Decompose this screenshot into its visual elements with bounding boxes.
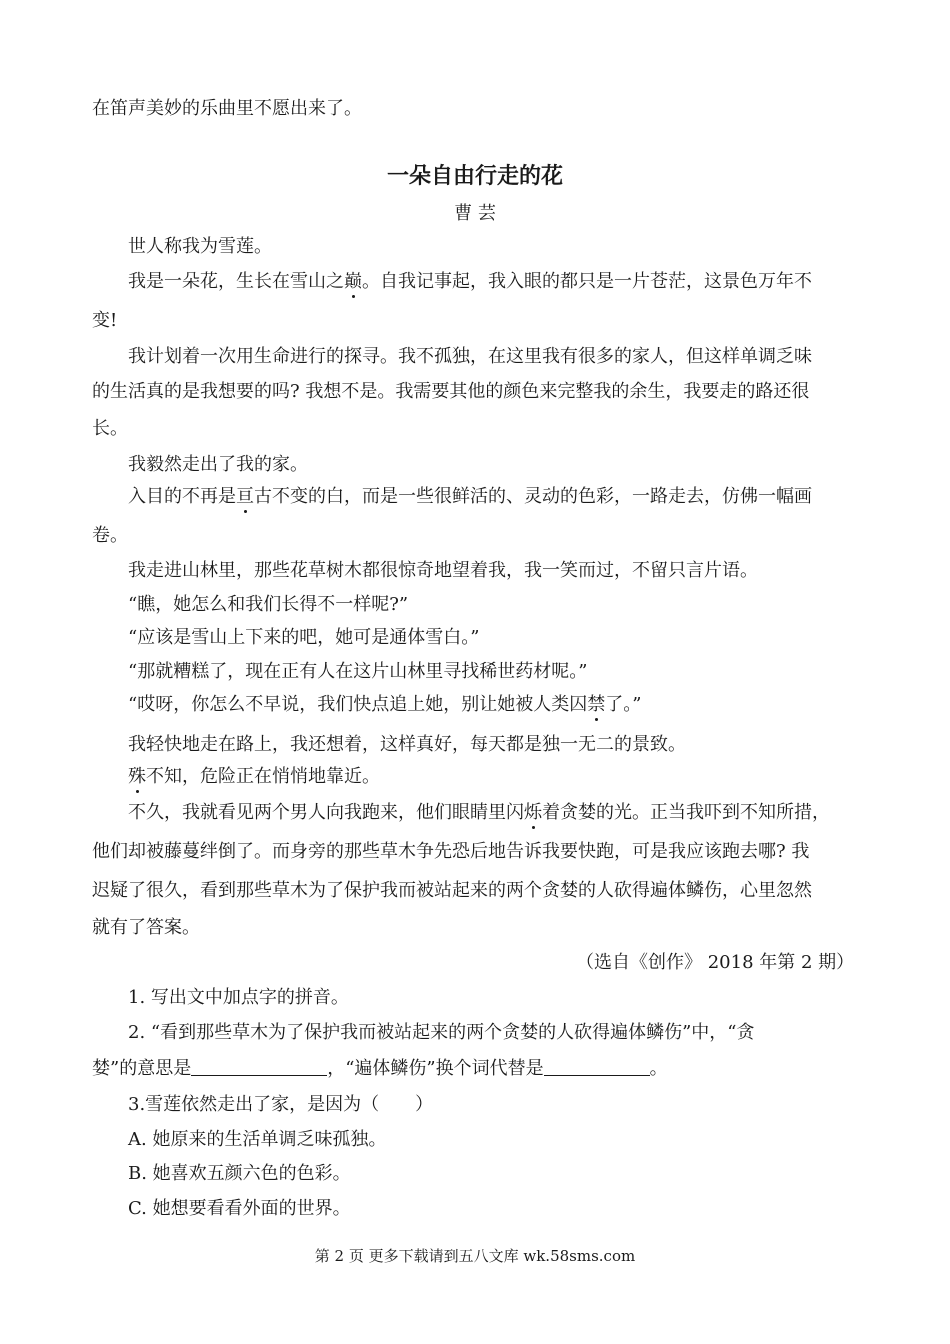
text: 着贪婪的光。正当我吓到不知所措， [542, 802, 830, 823]
answer-blank[interactable] [191, 1057, 327, 1076]
paragraph-line: 世人称我为雪莲。 [128, 236, 272, 257]
option-c: C. 她想要看看外面的世界。 [128, 1198, 351, 1219]
article-title: 一朵自由行走的花 [386, 164, 563, 189]
text: ，“遍体鳞伤”换个词代替是 [327, 1058, 544, 1079]
paragraph-line: 变! [92, 310, 118, 331]
text: “哎呀，你怎么不早说，我们快点追上她，别让她被人类囚 [128, 694, 588, 715]
text: 入目的不再是 [128, 486, 236, 507]
text: 。 [649, 1058, 668, 1079]
paragraph-line: 他们却被藤蔓绊倒了。而身旁的那些草木争先恐后地告诉我要快跑，可是我应该跑去哪? 我 [92, 841, 810, 862]
paragraph-line: 卷。 [92, 525, 128, 546]
text: 不知，危险正在悄悄地靠近。 [146, 766, 380, 787]
paragraph-line: 长。 [92, 418, 128, 439]
paragraph-line: 就有了答案。 [92, 917, 200, 938]
dotted-char: 禁 [587, 694, 606, 715]
paragraph-line [128, 766, 380, 788]
paragraph-line [128, 271, 812, 293]
option-a: A. 她原来的生活单调乏味孤独。 [128, 1129, 387, 1150]
text: 古不变的白，而是一些很鲜活的、灵动的色彩，一路走去，仿佛一幅画 [254, 486, 812, 507]
paragraph-line [128, 802, 830, 824]
text: 。自我记事起，我入眼的都只是一片苍茫，这景色万年不 [362, 271, 812, 292]
answer-blank[interactable] [544, 1057, 650, 1076]
option-b: B. 她喜欢五颜六色的色彩。 [128, 1163, 351, 1184]
paragraph-line: 的生活真的是我想要的吗? 我想不是。我需要其他的颜色来完整我的余生，我要走的路还很 [92, 381, 810, 402]
paragraph-line: 我计划着一次用生命进行的探寻。我不孤独，在这里我有很多的家人，但这样单调乏味 [128, 346, 812, 367]
dotted-char: 烁 [524, 802, 542, 823]
paragraph-line: 在笛声美妙的乐曲里不愿出来了。 [92, 98, 362, 119]
text: 我是一朵花，生长在雪山之 [128, 271, 344, 292]
text: 了。” [605, 694, 642, 715]
paragraph-line [128, 486, 812, 508]
question-2-cont [92, 1057, 668, 1080]
question-3: 3.雪莲依然走出了家，是因为（ ） [128, 1094, 434, 1115]
dialogue-line [128, 694, 641, 716]
dotted-char: 亘 [236, 486, 254, 507]
dialogue-line: “那就糟糕了，现在正有人在这片山林里寻找稀世药材呢。” [128, 661, 588, 682]
paragraph-line: 我毅然走出了我的家。 [128, 454, 308, 475]
source-citation: （选自《创作》 2018 年第 2 期） [576, 952, 855, 973]
dotted-char: 巅 [344, 271, 362, 292]
text: 不久，我就看见两个男人向我跑来，他们眼睛里闪 [128, 802, 524, 823]
paragraph-line: 我走进山林里，那些花草树木都很惊奇地望着我，我一笑而过，不留只言片语。 [128, 560, 758, 581]
dialogue-line: “应该是雪山上下来的吧，她可是通体雪白。” [128, 627, 480, 648]
question-1: 1. 写出文中加点字的拼音。 [128, 987, 349, 1008]
question-2: 2. “看到那些草木为了保护我而被站起来的两个贪婪的人砍得遍体鳞伤”中，“贪 [128, 1022, 755, 1043]
text: 婪”的意思是 [92, 1058, 192, 1079]
paragraph-line: 迟疑了很久，看到那些草木为了保护我而被站起来的两个贪婪的人砍得遍体鳞伤，心里忽然 [92, 880, 812, 901]
dotted-char: 殊 [128, 766, 146, 787]
paragraph-line: 我轻快地走在路上，我还想着，这样真好，每天都是独一无二的景致。 [128, 734, 686, 755]
page-footer: 第 2 页 更多下载请到五八文库 wk.58sms.com [314, 1247, 636, 1265]
dialogue-line: “瞧，她怎么和我们长得不一样呢?” [128, 594, 409, 615]
article-author: 曹 芸 [454, 203, 496, 224]
